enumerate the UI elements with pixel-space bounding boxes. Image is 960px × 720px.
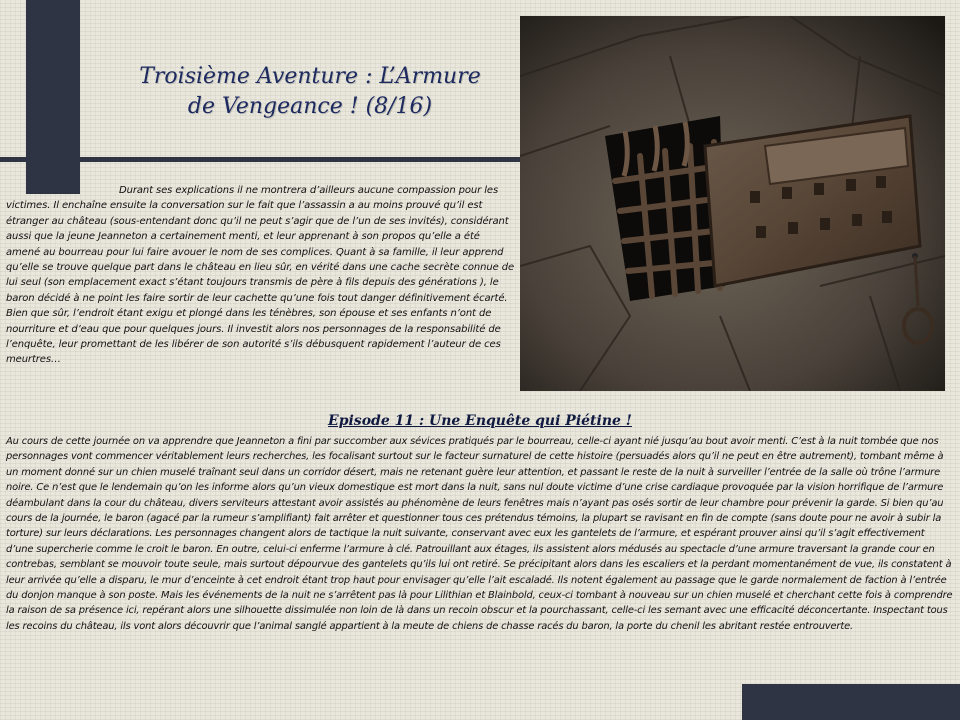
dungeon-trapdoor-photo: [520, 16, 945, 391]
episode-body-paragraph: Au cours de cette journée on va apprendre que Jeanneton a fini par succomber aux sévices pratiqués par le bourreau, celle-ci ayant nié jusqu’au bout avoir menti. C’est à la nuit tombée que nos personnages vont commencer véritablement leurs recherches, les focalisant surtout sur le facteur surnaturel de cette histoire (persuadés alors qu’il ne peut en être autrement), tombant même à un moment donné sur un chien muselé traînant seul dans un corridor désert, mais ne retenant guère leur attention, et passant le reste de la nuit à surveiller l’entrée de la salle où trône l’armure noire. Ce n’est que le lendemain qu’on les informe alors qu’un vieux domestique est mort dans la nuit, sans nul doute victime d’une crise cardiaque provoquée par la vision horrifique de l’armure déambulant dans la cour du château, divers serviteurs attestant avoir assistés au phénomène de leurs fenêtres mais n’ayant pas osés sortir de leur chambre pour prévenir la garde. Si bien qu’au cours de la journée, le baron (agacé par la rumeur s’amplifiant) fait arrêter et questionner tous ces prétendus témoins, la plupart se ravisant en fin de compte (sans doute pour ne avoir à subir la torture) sur leurs déclarations. Les personnages changent alors de tactique la nuit suivante, conservant avec eux les gantelets de l’armure, et espérant prouver ainsi qu’il s’agit effectivement d’une supercherie comme le croit le baron. En outre, celui-ci enferme l’armure à clé. Patrouillant aux étages, ils assistent alors médusés au spectacle d’une armure traversant la grande cour en contrebas, semblant se mouvoir toute seule, mais surtout dépourvue des gantelets qu’ils lui ont retiré. Se précipitant alors dans les escaliers et la perdant momentanément de vue, ils constatent à leur arrivée qu’elle a disparu, le mur d’enceinte à cet endroit étant trop haut pour envisager qu’elle l’ait escaladé. Ils notent également au passage que le garde normalement de faction à l’entrée du donjon manque à son poste. Mais les événements de la nuit ne s’arrêtent pas là pour Lilithian et Blainbold, ceux-ci tombant à nouveau sur un chien muselé et cherchant cette fois à comprendre la raison de sa présence ici, repérant alors une silhouette dissimulée non loin de là dans un recoin obscur et la pourchassant, celle-ci les semant avec une efficacité déconcertante. Inspectant tous les recoins du château, ils vont alors découvrir que l’animal sanglé appartient à la meute de chiens de chasse racés du baron, la porte du chenil les abritant restée entrouverte.: [6, 436, 953, 632]
page-title: [110, 62, 510, 122]
photo-illustration: [520, 16, 945, 391]
title-line-2: de Vengeance ! (8/16): [187, 94, 433, 119]
decorative-horizontal-bar: [0, 157, 520, 162]
intro-paragraph: Durant ses explications il ne montrera d’ailleurs aucune compassion pour les victimes. Il enchaîne ensuite la conversation sur le fait que l’assassin a au moins prouvé qu’il est étranger au château (sous-entendant donc qu’il ne peut s’agir que de l’un de ses invités), considérant aussi que la jeune Jeanneton a certainement menti, et leur apprenant à son propos qu’elle a été amené au bourreau pour lui faire avouer le nom de ses complices. Quant à sa famille, il leur apprend qu’elle se trouve quelque part dans le château en lieu sûr, en vérité dans une cache secrète connue de lui seul (son emplacement exact s’étant toujours transmis de père à fils depuis des générations ), le baron décidé à ne point les faire sortir de leur cachette qu’une fois tout danger définitivement écarté. Bien que sûr, l’endroit étant exigu et plongé dans les ténèbres, son épouse et ses enfants n’ont de nourriture et d’eau que pour quelques jours. Il investit alors nos personnages de la responsabilité de l’enquête, leur promettant de les libérer de son autorité s’ils débusquent rapidement l’auteur de ces meurtres…: [6, 185, 515, 366]
decorative-bottom-bar: [742, 684, 960, 720]
title-line-1: Troisième Aventure : L’Armure: [139, 64, 481, 89]
decorative-vertical-bar: [26, 0, 80, 194]
episode-title: Episode 11 : Une Enquête qui Piétine !: [328, 413, 632, 429]
